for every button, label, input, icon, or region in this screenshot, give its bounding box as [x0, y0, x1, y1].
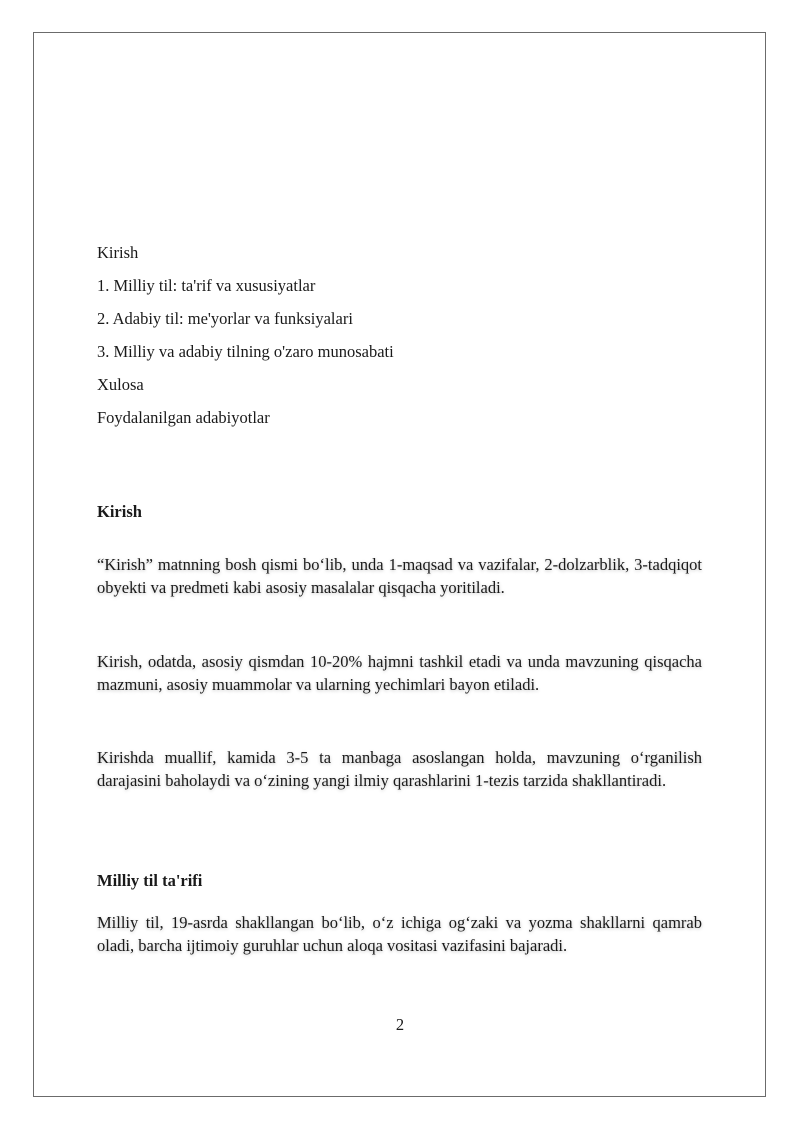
toc-item-munosabat: 3. Milliy va adabiy tilning o'zaro munosabati	[97, 342, 394, 361]
intro-paragraph-1: “Kirish” matnning bosh qismi bo‘lib, unda 1-maqsad va vazifalar, 2-dolzarblik, 3-tadqiqot obyekti va predmeti kabi asosiy masalalar qisqacha yoritiladi.	[97, 555, 702, 597]
table-of-contents	[97, 241, 702, 439]
milliy-paragraph: Milliy til, 19-asrda shakllangan bo‘lib, o‘z ichiga og‘zaki va yozma shakllarni qamrab oladi, barcha ijtimoiy guruhlar uchun aloqa vositasi vazifasini bajaradi.	[97, 913, 702, 955]
toc-item-adabiy-til: 2. Adabiy til: me'yorlar va funksiyalari	[97, 309, 353, 328]
section-heading-kirish: Kirish	[97, 502, 142, 521]
toc-item-milliy-til: 1. Milliy til: ta'rif va xususiyatlar	[97, 276, 316, 295]
toc-item-adabiyotlar: Foydalanilgan adabiyotlar	[97, 408, 270, 427]
intro-paragraph-3: Kirishda muallif, kamida 3-5 ta manbaga asoslangan holda, mavzuning o‘rganilish darajasini baholaydi va o‘zining yangi ilmiy qarashlarini 1-tezis tarzida shakllantiradi.	[97, 748, 702, 790]
section-heading-milliy-til: Milliy til ta'rifi	[97, 871, 203, 890]
page-number: 2	[395, 1015, 405, 1034]
intro-paragraph-2: Kirish, odatda, asosiy qismdan 10-20% hajmni tashkil etadi va unda mavzuning qisqacha mazmuni, asosiy muammolar va ularning yechimlari bayon etiladi.	[97, 652, 702, 694]
toc-item-xulosa: Xulosa	[97, 375, 144, 394]
toc-item-kirish: Kirish	[97, 243, 139, 262]
